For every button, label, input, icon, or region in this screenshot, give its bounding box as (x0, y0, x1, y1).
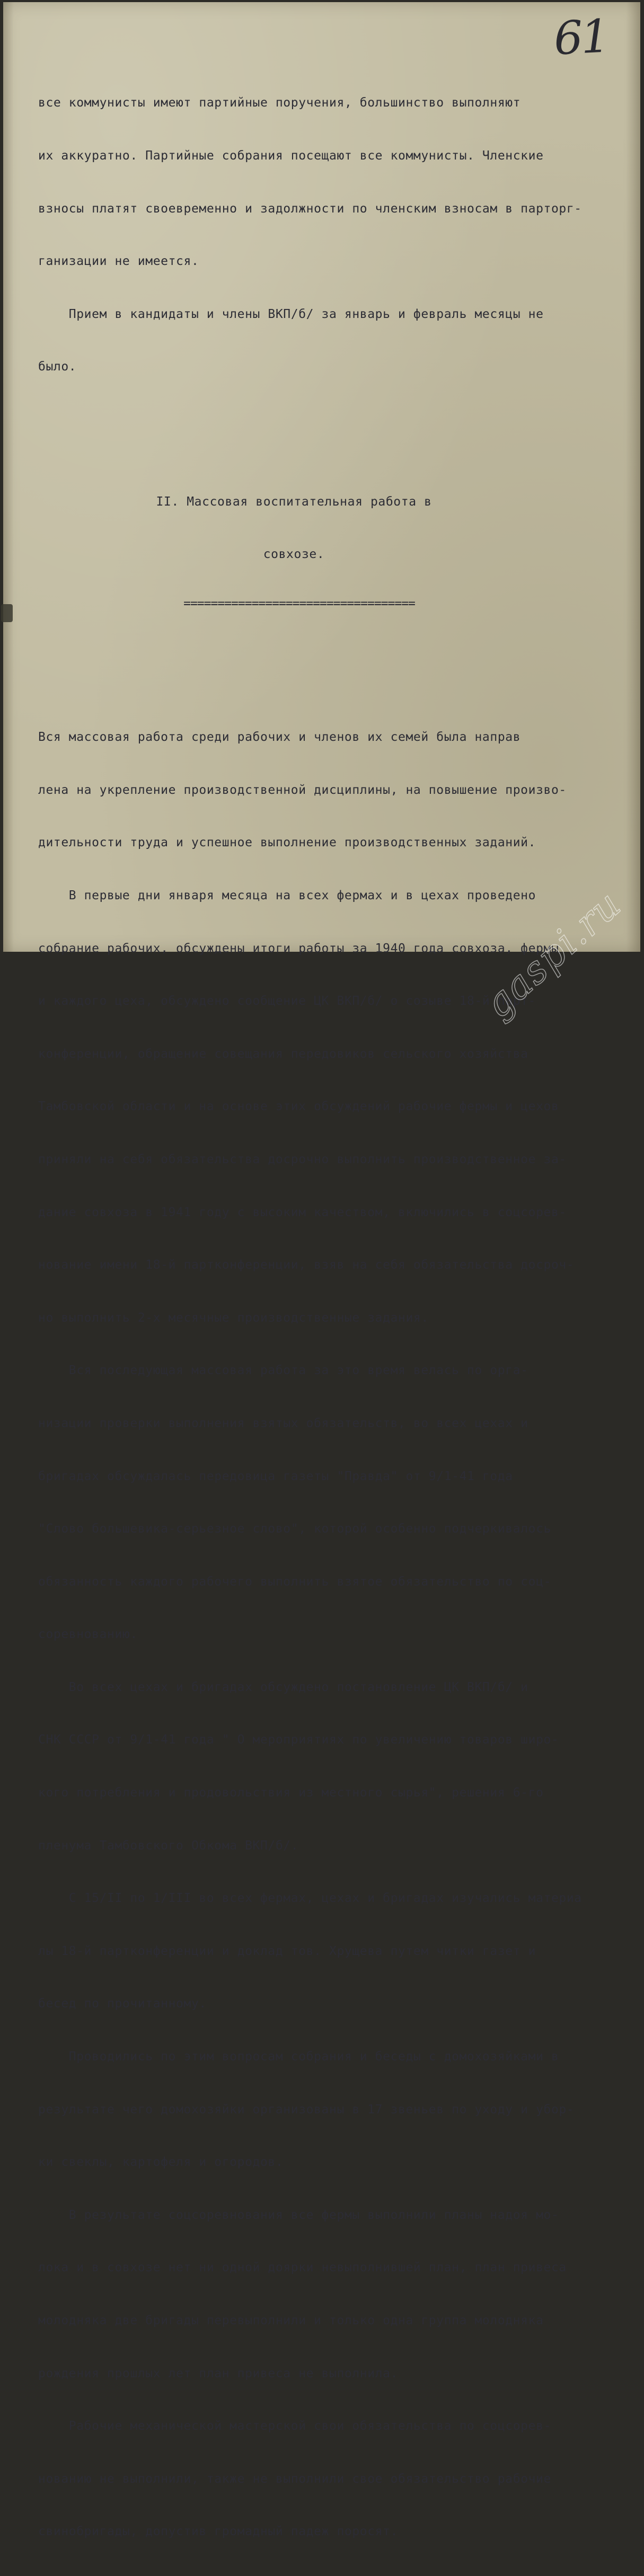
text-line: все коммунисты имеют партийные поручения, большинство выполняют (38, 96, 521, 110)
text-line: дание совхоза в 1941 году с высоким качеством, включились в соцсорев- (38, 1205, 567, 1219)
text-line: Проводились по этим вопросам собрания и беседы с домохозяйками в (38, 2050, 559, 2064)
watermark: gaspi.ru (475, 881, 630, 1026)
text-line: бесед по прочитанному. (38, 1997, 207, 2011)
text-line: ки свеклы, картофеля и огородов. (38, 2155, 284, 2170)
text-line: но выполнить 2-х месячные производственные задания. (38, 1311, 429, 1325)
binding-hole (1, 604, 13, 622)
text-line: Прием в кандидаты и члены ВКП/б/ за январь и февраль месяцы не (38, 307, 544, 321)
typed-text-body (38, 59, 629, 2576)
text-line: молодняка две бригады перевыполнили и только одна группа молодняка (38, 2314, 544, 2327)
text-line: и каждого цеха, обсуждено сообщение ЦК ВКП/б/ о созыве 18-й парт- (38, 994, 536, 1008)
text-line: их аккуратно. Партийные собрания посещают все коммунисты. Членские (38, 149, 544, 163)
spacer (38, 665, 629, 676)
text-line: СНК СССР от 9/1-41 года " О мероприятиях по увеличению товаров широ- (38, 1733, 559, 1747)
page-number: 61 (552, 10, 609, 66)
text-line: результате чего домохозяйки организованы в 17 звеньев по уходу и убор- (38, 2102, 575, 2117)
section-heading: II. Массовая воспитательная работа в (156, 494, 432, 509)
text-line: Рабочие механической мастерской свои обязательства по соцсорев- (38, 2419, 551, 2433)
text-line: В первые дни января месяца на всех фермах и в цехах проведено (38, 888, 536, 902)
heading-underline: ================================== (183, 596, 415, 610)
text-line: свинобригады, допустив громадный падеж поросят. (38, 2525, 399, 2539)
text-line: Во всех цехах и бригадах обсуждено постановление ЦК ВКП/б/ и (38, 1680, 528, 1694)
text-line: собрание рабочих, обсуждены итоги работы за 1940 года совхоза, фермы (38, 941, 559, 955)
spacer (38, 429, 629, 440)
text-line: было. (38, 360, 77, 374)
text-line: рождения прошлых лет план привеса не выполнила. (38, 2366, 399, 2380)
text-line: бригадах обсуждалась передовица газеты "Правда" от 9/1-41 года (38, 1469, 513, 1483)
text-line: лена на укрепление производственной дисциплины, на повышение произво- (38, 783, 567, 797)
text-line: нование имени 18-й партконференции, взяв на себя обязательства досроч- (38, 1258, 575, 1272)
text-line: Тамбовской области и на основе этих обсуждений рабочие фермы и цехов (38, 1100, 559, 1114)
text-line: Вся последующая массовая работа за это время велась по орга- (38, 1364, 528, 1378)
text-line: кого потребления и продовольствия из местного сырья", решения 6-го (38, 1786, 544, 1800)
document-page (3, 2, 640, 2539)
section-heading-continued: совхозе. (263, 547, 325, 562)
text-line: конференции, обращение совещания передовиков сельского хозяйства (38, 1047, 528, 1061)
text-line: Вся массовая работа среди рабочих и членов их семей была направ (38, 730, 521, 745)
text-line: взносы платят своевременно и задолжности по членским взносам в парторг- (38, 201, 582, 216)
text-line: лы 18-й партконференции и доклад тов. Хрущева путем читки газет и (38, 1944, 536, 1958)
text-line: пленума Тамбовского Обкома ВКП/б/. (38, 1838, 299, 1853)
text-line: "Слово большевика-серьезное слово", которой особенно подчеркивалось (38, 1522, 551, 1536)
text-line: дительности труда и успешное выполнение производственных заданий. (38, 836, 536, 850)
text-line: низации проверки выполнения взятых обязательств, во всех цехах и (38, 1416, 528, 1430)
text-line: нованию не выполнили, также не выполнили свое обязательство рабочие (38, 2472, 551, 2486)
text-line: обязанность каждого рабочего выполнить взятое обязательство по соц- (38, 1574, 551, 1589)
text-line: лока и в совхозе нет ни одной доярки невыполнившей план, план привеса (38, 2261, 567, 2275)
text-line: В результате соцсоревнования все фермы выполнили планы надоя мо- (38, 2208, 559, 2222)
text-line: соревнованию. (38, 1627, 138, 1642)
text-line: С 15/II по 1/III во всех фермах, цехах и бригадах изучались материа (38, 1891, 582, 1906)
text-line: ганизации не имеется. (38, 254, 199, 269)
text-line: приняли на себя обязательства досрочно выполнить производственное за- (38, 1152, 567, 1166)
